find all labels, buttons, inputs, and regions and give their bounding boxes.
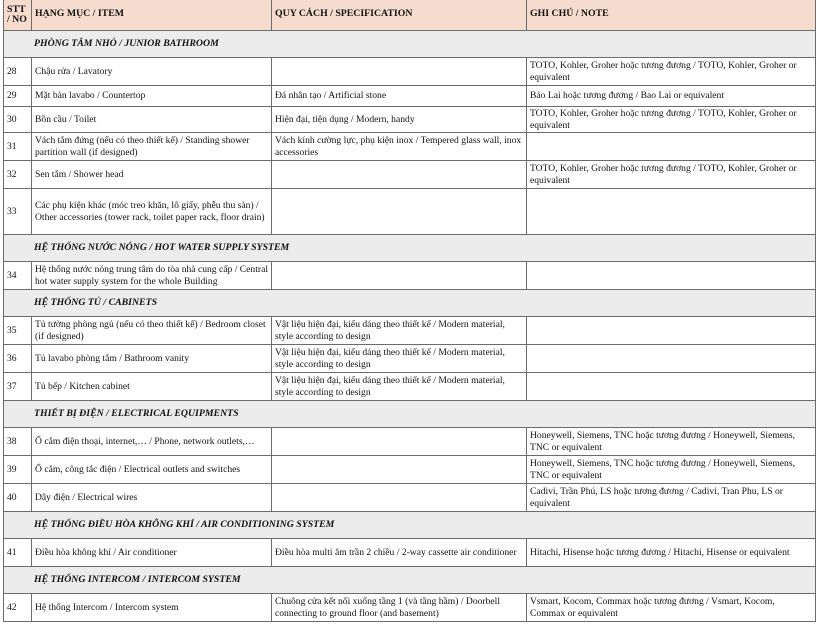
row-no: 39	[4, 456, 32, 484]
table-row	[4, 428, 816, 456]
row-spec: Hiện đại, tiện dụng / Modern, handy	[272, 107, 527, 133]
row-no: 29	[4, 86, 32, 107]
header-no: STT / NO	[4, 0, 32, 31]
row-note: Honeywell, Siemens, TNC hoặc tương đương / Honeywell, Siemens, TNC or equivalent	[527, 456, 816, 484]
row-note: Vsmart, Kocom, Commax hoặc tương đương / Vsmart, Kocom, Commax or equivalent	[527, 594, 816, 622]
table-row	[4, 594, 816, 622]
row-no: 35	[4, 317, 32, 345]
row-spec	[272, 161, 527, 189]
row-note: TOTO, Kohler, Groher hoặc tương đương / TOTO, Kohler, Groher or equivalent	[527, 161, 816, 189]
row-spec: Đá nhân tạo / Artificial stone	[272, 86, 527, 107]
row-item: Mặt bàn lavabo / Countertop	[32, 86, 272, 107]
section-title: THIẾT BỊ ĐIỆN / ELECTRICAL EQUIPMENTS	[4, 401, 816, 428]
row-item: Dây điện / Electrical wires	[32, 484, 272, 512]
row-note	[527, 189, 816, 235]
section-title: HỆ THỐNG ĐIỀU HÒA KHÔNG KHÍ / AIR CONDITIONING SYSTEM	[4, 512, 816, 539]
row-item: Ổ cắm, công tắc điện / Electrical outlets and switches	[32, 456, 272, 484]
row-note	[527, 373, 816, 401]
row-no: 42	[4, 594, 32, 622]
row-note	[527, 262, 816, 290]
row-spec: Chuông cửa kết nối xuống tầng 1 (và tầng hầm) / Doorbell connecting to ground floor (and basement)	[272, 594, 527, 622]
section-row	[4, 31, 816, 58]
row-note: Bảo Lai hoặc tương đương / Bao Lai or equivalent	[527, 86, 816, 107]
table-row	[4, 484, 816, 512]
row-no: 37	[4, 373, 32, 401]
header-row	[4, 0, 816, 31]
row-note: Cadivi, Trần Phú, LS hoặc tương đương / Cadivi, Tran Phu, LS or equivalent	[527, 484, 816, 512]
row-spec: Vật liệu hiện đại, kiểu dáng theo thiết kế / Modern material, style according to design	[272, 317, 527, 345]
table-row	[4, 189, 816, 235]
table-row	[4, 107, 816, 133]
row-note	[527, 345, 816, 373]
row-spec	[272, 189, 527, 235]
row-no: 28	[4, 58, 32, 86]
row-note: TOTO, Kohler, Groher hoặc tương đương / TOTO, Kohler, Groher or equivalent	[527, 107, 816, 133]
section-row	[4, 290, 816, 317]
section-row	[4, 235, 816, 262]
row-no: 40	[4, 484, 32, 512]
row-item: Chậu rửa / Lavatory	[32, 58, 272, 86]
row-no: 38	[4, 428, 32, 456]
table-row	[4, 373, 816, 401]
section-title: PHÒNG TẮM NHỎ / JUNIOR BATHROOM	[4, 31, 816, 58]
row-no: 31	[4, 133, 32, 161]
row-item: Điều hòa không khí / Air conditioner	[32, 539, 272, 567]
row-note: Honeywell, Siemens, TNC hoặc tương đương / Honeywell, Siemens, TNC or equivalent	[527, 428, 816, 456]
table-row	[4, 262, 816, 290]
row-no: 30	[4, 107, 32, 133]
header-note: GHI CHÚ / NOTE	[527, 0, 816, 31]
row-item: Ổ cắm điện thoại, internet,… / Phone, network outlets,…	[32, 428, 272, 456]
row-item: Tủ tường phòng ngủ (nếu có theo thiết kế) / Bedroom closet (if designed)	[32, 317, 272, 345]
row-no: 33	[4, 189, 32, 235]
table-row	[4, 345, 816, 373]
row-spec	[272, 456, 527, 484]
header-spec: QUY CÁCH / SPECIFICATION	[272, 0, 527, 31]
row-spec	[272, 58, 527, 86]
table-row	[4, 133, 816, 161]
row-item: Vách tắm đứng (nếu có theo thiết kế) / Standing shower partition wall (if designed)	[32, 133, 272, 161]
row-spec: Điều hòa multi âm trần 2 chiều / 2-way cassette air conditioner	[272, 539, 527, 567]
table-row	[4, 86, 816, 107]
row-no: 34	[4, 262, 32, 290]
section-row	[4, 401, 816, 428]
row-spec	[272, 262, 527, 290]
section-title: HỆ THỐNG INTERCOM / INTERCOM SYSTEM	[4, 567, 816, 594]
row-item: Các phụ kiện khác (móc treo khăn, lô giấy, phễu thu sàn) / Other accessories (tower rack, toilet paper rack, floor drain)	[32, 189, 272, 235]
row-spec	[272, 428, 527, 456]
row-no: 41	[4, 539, 32, 567]
row-item: Sen tắm / Shower head	[32, 161, 272, 189]
section-title: HỆ THỐNG NƯỚC NÓNG / HOT WATER SUPPLY SYSTEM	[4, 235, 816, 262]
row-note: TOTO, Kohler, Groher hoặc tương đương / TOTO, Kohler, Groher or equivalent	[527, 58, 816, 86]
row-item: Tủ lavabo phòng tắm / Bathroom vanity	[32, 345, 272, 373]
row-item: Tủ bếp / Kitchen cabinet	[32, 373, 272, 401]
row-note	[527, 317, 816, 345]
specification-table	[3, 0, 816, 622]
header-item: HẠNG MỤC / ITEM	[32, 0, 272, 31]
table-row	[4, 456, 816, 484]
section-title: HỆ THỐNG TỦ / CABINETS	[4, 290, 816, 317]
row-item: Hệ thống nước nóng trung tâm do tòa nhà cung cấp / Central hot water supply system for the whole Building	[32, 262, 272, 290]
row-spec: Vật liệu hiện đại, kiểu dáng theo thiết kế / Modern material, style according to design	[272, 345, 527, 373]
table-row	[4, 317, 816, 345]
row-spec: Vách kính cường lực, phụ kiện inox / Tempered glass wall, inox accessories	[272, 133, 527, 161]
row-spec: Vật liệu hiện đại, kiểu dáng theo thiết kế / Modern material, style according to design	[272, 373, 527, 401]
row-item: Hệ thống Intercom / Intercom system	[32, 594, 272, 622]
table-row	[4, 58, 816, 86]
row-item: Bồn cầu / Toilet	[32, 107, 272, 133]
row-note	[527, 133, 816, 161]
row-no: 36	[4, 345, 32, 373]
table-row	[4, 161, 816, 189]
table-row	[4, 539, 816, 567]
row-note: Hitachi, Hisense hoặc tương đương / Hitachi, Hisense or equivalent	[527, 539, 816, 567]
row-spec	[272, 484, 527, 512]
row-no: 32	[4, 161, 32, 189]
section-row	[4, 567, 816, 594]
section-row	[4, 512, 816, 539]
